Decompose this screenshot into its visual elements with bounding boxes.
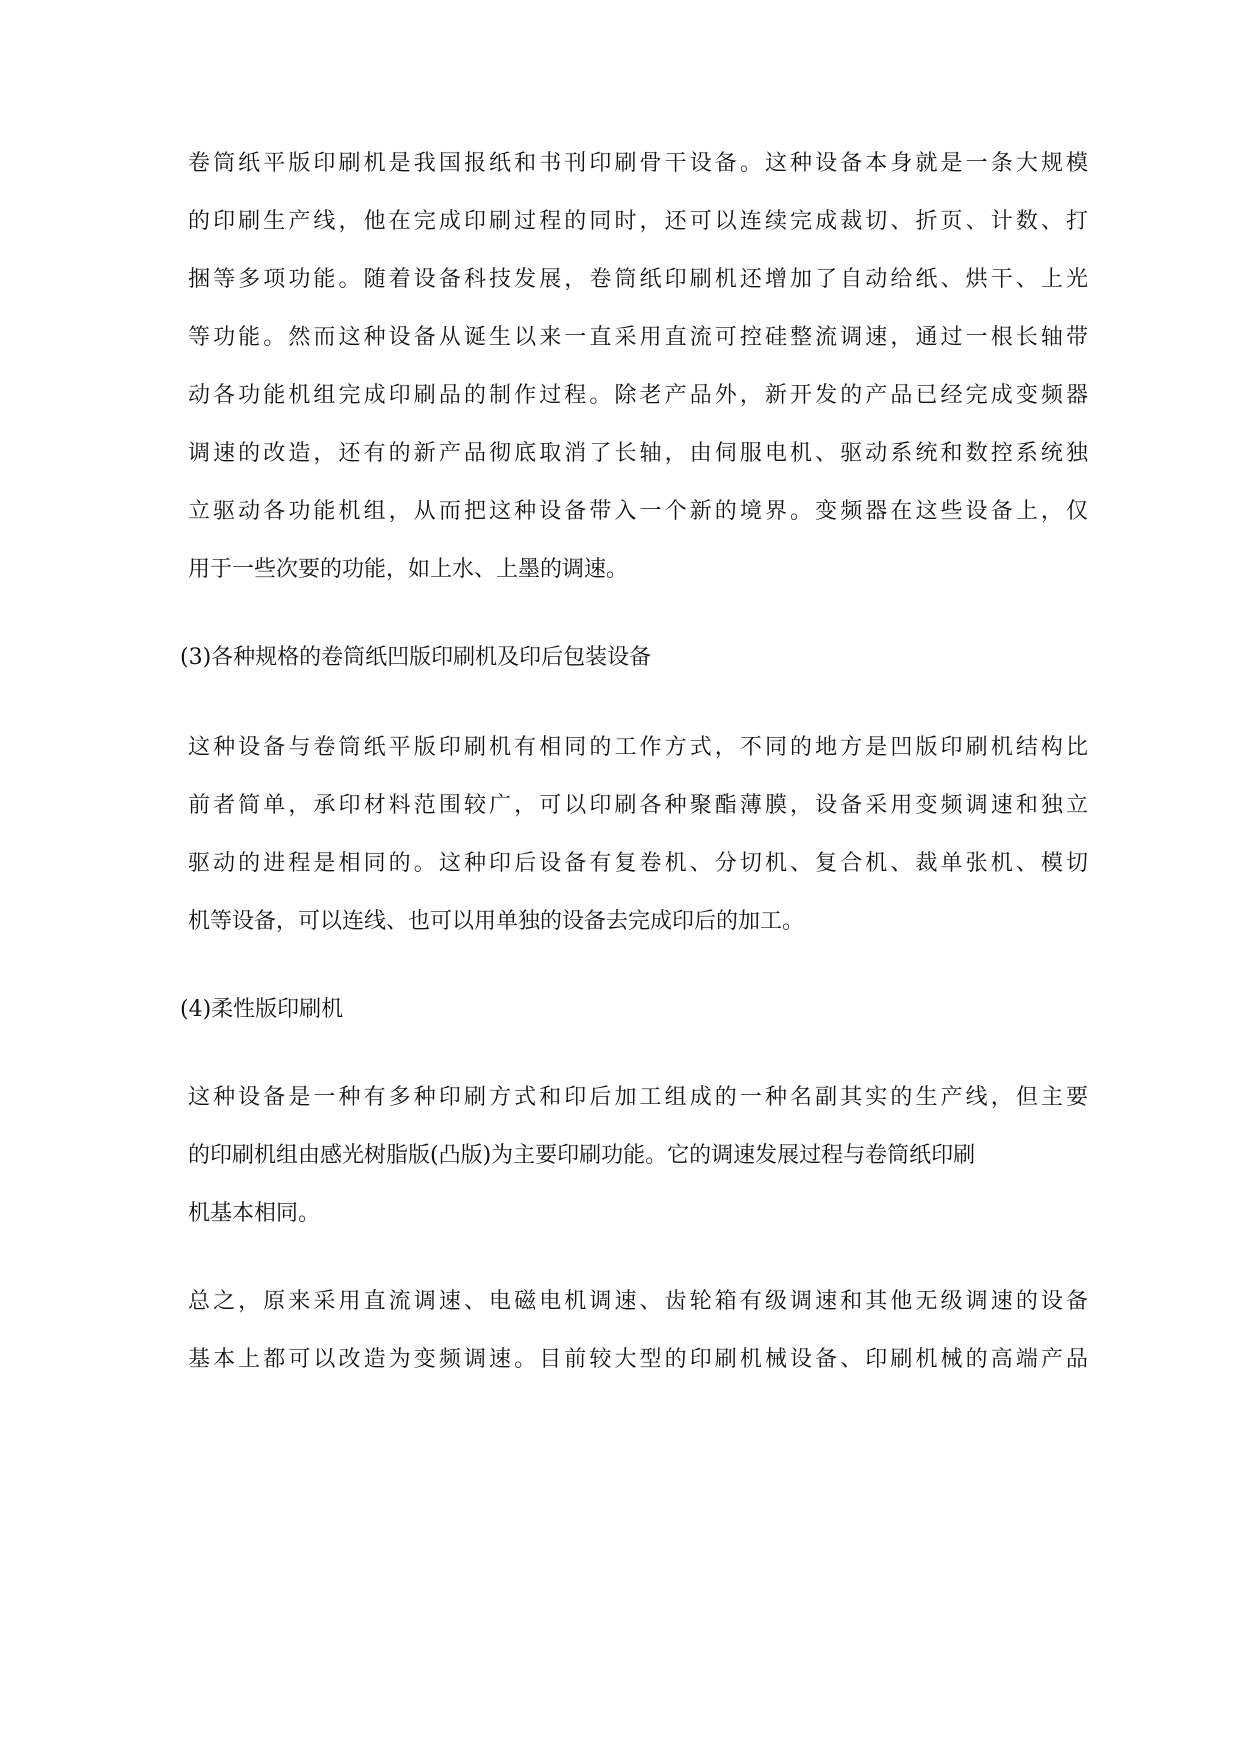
text-line: 的印刷机组由感光树脂版(凸版)为主要印刷功能。它的调速发展过程与卷筒纸印刷 (188, 1143, 976, 1168)
text-line: 机等设备，可以连线、也可以用单独的设备去完成印后的加工。 (188, 909, 805, 934)
text-line: 前者简单，承印材料范围较广，可以印刷各种聚酯薄膜，设备采用变频调速和独立 (188, 793, 1088, 818)
section-heading: (4)柔性版印刷机 (180, 997, 344, 1022)
text-line: 驱动的进程是相同的。这种印后设备有复卷机、分切机、复合机、裁单张机、模切 (188, 851, 1088, 876)
section-heading: (3)各种规格的卷筒纸凹版印刷机及印后包装设备 (180, 645, 652, 670)
text-line: 基本上都可以改造为变频调速。目前较大型的印刷机械设备、印刷机械的高端产品 (188, 1347, 1088, 1372)
text-line: 的印刷生产线，他在完成印刷过程的同时，还可以连续完成裁切、折页、计数、打 (188, 209, 1088, 234)
text-line: 这种设备与卷筒纸平版印刷机有相同的工作方式，不同的地方是凹版印刷机结构比 (188, 735, 1088, 760)
text-line: 动各功能机组完成印刷品的制作过程。除老产品外，新开发的产品已经完成变频器 (188, 383, 1088, 408)
text-line: 立驱动各功能机组，从而把这种设备带入一个新的境界。变频器在这些设备上，仅 (188, 499, 1088, 524)
text-line: 卷筒纸平版印刷机是我国报纸和书刊印刷骨干设备。这种设备本身就是一条大规模 (188, 151, 1088, 176)
text-line: 机基本相同。 (188, 1201, 321, 1226)
text-line: 捆等多项功能。随着设备科技发展，卷筒纸印刷机还增加了自动给纸、烘干、上光 (188, 267, 1088, 292)
text-line: 等功能。然而这种设备从诞生以来一直采用直流可控硅整流调速，通过一根长轴带 (188, 325, 1088, 350)
text-line: 这种设备是一种有多种印刷方式和印后加工组成的一种名副其实的生产线，但主要 (188, 1085, 1088, 1110)
text-line: 总之，原来采用直流调速、电磁电机调速、齿轮箱有级调速和其他无级调速的设备 (188, 1289, 1088, 1314)
text-line: 用于一些次要的功能，如上水、上墨的调速。 (188, 557, 629, 582)
text-line: 调速的改造，还有的新产品彻底取消了长轴，由伺服电机、驱动系统和数控系统独 (188, 441, 1088, 466)
